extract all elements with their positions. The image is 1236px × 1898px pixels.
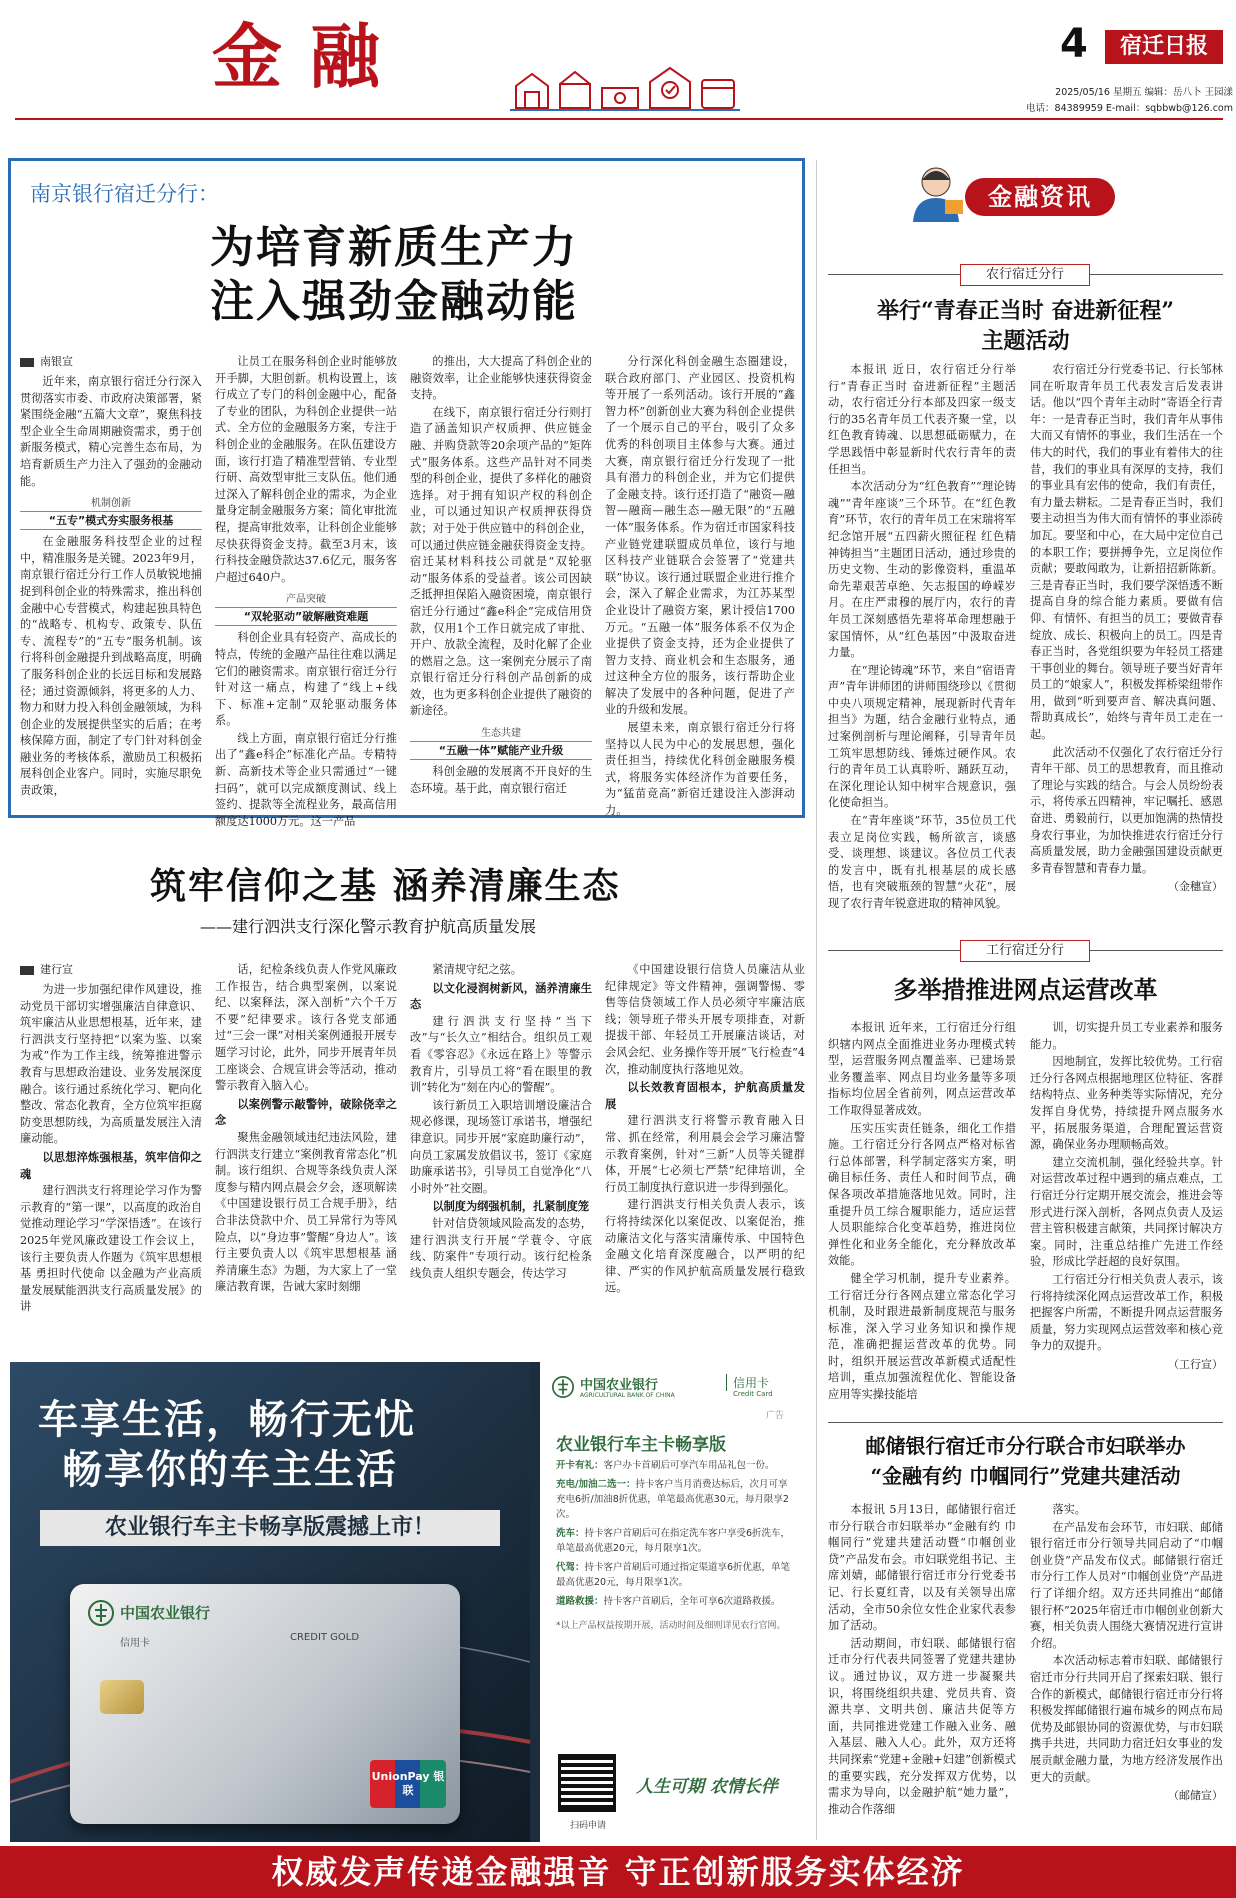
ad-mark: 广告 [766, 1411, 785, 1421]
paragraph: 近年来，南京银行宿迁分行深入贯彻落实市委、市政府决策部署，紧紧围绕金融“五篇大文章”，聚焦科技型企业全生命周期融资需求，勇于创新服务模式，精心完善生态布局，为培育新质生产力注入了强劲的金融动能。 [20, 375, 202, 488]
lead-headline-1: 为培育新质生产力 [210, 222, 578, 273]
subhead: 以制度为纲强机制，扎紧制度笼 [432, 1199, 590, 1214]
paragraph: 因地制宜，发挥比较优势。工行宿迁分行各网点根据地理区位特征、客群结构特点、业务种类等实际情况，充分发挥自身优势，持续提升网点服务水平，拓展服务渠道，合理配置运营资源，确保业务办理顺畅高效。 [1030, 1055, 1223, 1152]
paragraph: 健全学习机制，提升专业素养。工行宿迁分行各网点建立常态化学习机制，及时跟进最新制度规范与服务标准，深入学习业务知识和操作规范，准确把握运营改革的优势。同时，组织开展运营改革新模式适配性培训，重点加强流程优化、智能设备应用等实操技能培 [828, 1271, 1016, 1402]
ad-panel-title: 农业银行车主卡畅享版 [556, 1435, 726, 1455]
contact-line: 电话：84389959 E-mail：sqbbwb@126.com [1026, 103, 1233, 114]
paragraph: 本报讯 5月13日，邮储银行宿迁市分行联合市妇联举办“金融有约 巾帼同行”党建共建活动暨“巾帼创业贷”产品发布会。市妇联党组书记、主席刘婧，邮储银行宿迁市分行党委书记、行长夏红青，以及有关领导出席活动，全市50余位女性企业家代表参加了活动。 [828, 1503, 1016, 1633]
right-bottom-column-2 [1030, 1502, 1223, 1840]
ad-panel [10, 1362, 810, 1842]
lead-byline: 南银宣 [20, 354, 202, 370]
subhead: 以文化浸润树新风，涵养清廉生态 [410, 980, 592, 1012]
ad-credit-label-en: Credit Card [733, 1390, 773, 1398]
paragraph: 让员工在服务科创企业时能够放开手脚，大胆创新。机构设置上，该行成立了专门的科创金融中心，配备了专业的团队，为科创企业提供一站式、全方位的金融服务方案，专注于科创企业的金融服务。在队伍建设方面，该行打造了精准型营销、专业型行研、高效型审批三支队伍。他们通过深入了解科创企业的需求，为企业量身定制金融服务方案；简化审批流程，提高审批效率，让科创企业能够尽快获得资金支持。截至3月末，该行科技金融贷款达37.6亿元，服务客户超过640户。 [215, 355, 397, 584]
benefit-item: 洗车：持卡客户首刷后可在指定洗车客户享受6折洗车，单笔最高优惠20元，每月限享1次。 [556, 1528, 791, 1554]
lead-subhead-2: 产品突破 “双轮驱动”破解融资难题 [215, 592, 397, 626]
paragraph: 农行宿迁分行党委书记、行长邹林同在听取青年员工代表发言后发表讲话。他以“四个青年主动时”寄语全行青年：一是青春正当时，我们青年从事伟大而又有情怀的事业，我们生活在一个伟大的时代，我们的事业有着伟大的往昔，我们的事业具有深厚的支持，我们的事业具有宏伟的使命，我们有责任，有力量去耕耘。二是青春正当时，我们要主动担当为伟大而有情怀的事业添砖加瓦。要坚和中心，在大局中定位自己的本职工作；要拼搏争先，立足岗位作贡献；要敢闯敢为，让新招招新陈新。三是青春正当时，我们要学深悟透不断提高自身的综合能力素质。要做有信仰、有情怀、有担当的员工；要做青春绽放、成长、积极向上的员工。四是青春正当时，各党组织要为年轻员工搭建干事创业的舞台。领导班子要当好青年员工的“娘家人”，积极发挥桥梁纽带作用，做到“听到要声音、解决真问题、帮助真成长”，始终与青年员工走在一起。 [1030, 363, 1223, 742]
paragraph: 聚焦金融领域违纪违法风险，建行泗洪支行建立“案例教育常态化”机制。该行组织、合规等条线负责人深度参与精内网点晨会夕会，逐项解读《中国建设银行员工合规手册》，结合非法贷款中介、员工异常行为等风险点，以“身边事”警醒“身边人”。该行主要负责人以《筑牢思想根基 涵养清廉生态》为题，为大家上了一堂廉洁教育课，告诫大家时刻绷 [215, 1130, 397, 1294]
lead-column-2 [215, 354, 397, 828]
column-divider [816, 160, 817, 1840]
benefit-item: 代驾：持卡客户首刷后可通过指定渠道享6折优惠，单笔最高优惠20元，每月限享1次。 [556, 1562, 791, 1588]
paragraph: 在“青年座谈”环节，35位员工代表立足岗位实践，畅所欲言，谈感受、谈理想、谈建议。各位员工代表的发言中，既有扎根基层的成长感悟，也有突破瓶颈的智慧“火花”，展现了农行青年锐意进取的精神风貌。 [828, 814, 1016, 910]
masthead-rule [15, 118, 1223, 120]
right-mid-column-1 [828, 1020, 1016, 1402]
benefit-item: 充电/加油二选一：持卡客户当月消费达标后，次月可享充电6折/加油8折优惠，单笔最高优惠30元，每月限享2次。 [556, 1479, 789, 1520]
paragraph: 《中国建设银行信贷人员廉洁从业纪律规定》等文件精神，强调警惕、零售等信贷领域工作人员必须守牢廉洁底线；领导班子带头开展专项排查，对新提拔干部、年轻员工开展廉洁谈话，对会风会纪、业务操作等开展“飞行检查”4次，推动制度执行落地见效。 [605, 963, 805, 1076]
paragraph: 落实。 [1052, 1503, 1086, 1516]
paragraph: 该行新员工入职培训增设廉洁合规必修课，现场签订承诺书，增强纪律意识。同步开展“家庭助廉行动”，向员工家属发放倡议书，签订《家庭助廉承诺书》，引导员工自觉净化“八小时外”社交圈。 [410, 1098, 592, 1195]
paragraph: 分行深化科创金融生态圈建设，联合政府部门、产业园区、投资机构等开展了一系列活动。该行开展的“鑫智力杯”创新创业大赛为科创企业提供了一个展示自己的平台，吸引了众多优秀的科创项目主体参与大赛。通过大赛，南京银行宿迁分行发现了一批具有潜力的科创企业，并为它们提供了金融支持。该行还打造了“融资—融智—融商—融生态—融无限”的“五融一体”服务体系。作为宿迁市国家科技产业链党建联盟成员单位，该行与地区科技产业链联合会签署了“党建共联”协议。该行通过联盟企业进行推介会，深入了解企业需求，为江苏某型企业设计了融资方案，累计授信1700万元。“五融一体”服务体系不仅为企业提供了资金支持，还为企业提供了智力支持、商业机会和生态服务，通过这种全方位的服务，该行帮助企业解决了发展中的各种问题，促进了产业的升级和发展。 [605, 355, 795, 717]
lead-column-3 [410, 354, 592, 812]
paragraph: 科创金融的发展离不开良好的生态环境。基于此，南京银行宿迁 [410, 765, 592, 795]
paragraph: 建行泗洪支行坚持“当下改”与“长久立”相结合。组织员工观看《零容忍》《永远在路上》等警示教育片，引导员工将“看在眼里的教训”转化为“刻在内心的警醒”。 [410, 1014, 592, 1095]
paragraph: 针对信贷领域风险高发的态势，建行泗洪支行开展“学蓑令、守底线、防案件”专项行动。该行纪检条线负责人组织专题会，传达学习 [410, 1216, 592, 1280]
card-bank-name: 中国农业银行 [120, 1604, 211, 1622]
lead-subhead-3: 生态共建 “五融一体”赋能产业升级 [410, 726, 592, 760]
ad-bank-name: 中国农业银行 [580, 1378, 659, 1393]
ad-bank-en: AGRICULTURAL BANK OF CHINA [580, 1392, 675, 1399]
credit: （金穗宣） [1168, 880, 1223, 894]
right-bottom-headline-2: “金融有约 巾帼同行”党建共建活动 [870, 1464, 1181, 1488]
abc-logo-icon [552, 1376, 574, 1398]
ad-slogan: 人生可期 农情长伴 [636, 1777, 778, 1797]
column-badge-icon [905, 160, 967, 222]
credit: （工行宣） [1168, 1357, 1223, 1371]
paragraph: 话，纪检条线负责人作党风廉政工作报告，结合典型案例，以案说纪、以案释法，深入剖析“六个千万不要”纪律要求。该行各党支部通过“三会一课”对相关案例通报开展专题学习讨论，此外，同步开展青年员工座谈会、合规宣讲会等活动，推动警示教育入脑入心。 [215, 963, 397, 1093]
right-bottom-rule [828, 1422, 1223, 1423]
paragraph: 展望未来，南京银行宿迁分行将坚持以人民为中心的发展思想，强化责任担当，持续优化科创金融服务模式，将服务实体经济作为首要任务，为“猛苗竞高”新宿迁建设注入澎湃动力。 [605, 721, 795, 818]
paragraph: 科创企业具有轻资产、高成长的特点，传统的金融产品往往难以满足它们的融资需求。南京银行宿迁分行针对这一痛点，构建了“线上+线下、标准+定制”双轮驱动服务体系。 [215, 631, 397, 728]
column-badge: 金融资讯 [965, 178, 1115, 216]
subhead: 以长效教育固根本，护航高质量发展 [605, 1080, 805, 1111]
paragraph: 建行泗洪支行相关负责人表示，该行将持续深化以案促改、以案促治，推动廉洁文化与落实清廉传承、中国特色金融文化培育深度融合，以严明的纪律、严实的作风护航高质量发展行稳致远。 [605, 1198, 805, 1295]
ad-footnote: *以上产品权益按期开展，活动时间及细则详见农行官网。 [556, 1621, 786, 1631]
lead-subhead-1: 机制创新 “五专”模式夯实服务根基 [20, 496, 202, 530]
card-unionpay: UnionPay 银联 [370, 1760, 446, 1808]
second-column-2 [215, 962, 397, 1354]
subhead: 以案例警示敲警钟，破除侥幸之念 [215, 1096, 397, 1128]
paragraph: 建立交流机制，强化经验共享。针对运营改革过程中遇到的痛点难点，工行宿迁分行定期开展交流会，推进会等形式进行深入剖析，各网点负责人及运营主管积极建言献策，共同探讨解决方案。同时，注重总结推广先进工作经验，形成比学赶超的良好氛围。 [1030, 1155, 1223, 1269]
benefit-item: 开卡有礼：客户办卡首刷后可享汽车用品礼包一份。 [556, 1460, 775, 1471]
card-chip-icon [100, 1680, 144, 1714]
credit-card [70, 1584, 460, 1824]
paragraph: 此次活动不仅强化了农行宿迁分行青年干部、员工的思想教育，而且推动了理论与实践的结合。与会人员纷纷表示，将传承五四精神，牢记嘱托、感恩奋进、勇毅前行，以更加饱满的热情投身农行事业，为加快推进农行宿迁分行高质量发展，助力金融强国建设贡献更多青春智慧和青春力量。 [1030, 745, 1223, 875]
right-mid-tag: 工行宿迁分行 [960, 940, 1090, 962]
masthead [0, 0, 1236, 125]
ad-credit-label: 信用卡 [726, 1374, 769, 1391]
paragraph: 为进一步加强纪律作风建设，推动党员干部切实增强廉洁自律意识、筑牢廉洁从业思想根基，近年来，建行泗洪支行坚持把“以案为鉴、以案为戒”作为工作主线，统筹推进警示教育与思想政治建设、业务发展深度融合。该行通过系统化学习、靶向化整改、常态化教育，全方位筑牢拒腐防变思想防线，为高质量发展注入清廉动能。 [20, 983, 202, 1146]
ad-main-line-2: 畅享你的车主生活 [62, 1447, 398, 1493]
right-top-tag: 农行宿迁分行 [960, 264, 1090, 286]
paragraph: 在线下，南京银行宿迁分行则打造了涵盖知识产权质押、供应链金融、并购贷款等20余项产品的“矩阵式”服务体系。这些产品针对不同类型的科创企业，提供了多样化的融资选择。对于拥有知识产权的科创企业，可以通过知识产权质押获得贷款；对于处于供应链中的科创企业，可以通过供应链金融获得资金支持。宿迁某材料科技公司就是“双轮驱动”服务体系的受益者。该公司因缺乏抵押担保陷入融资困境，南京银行宿迁分行通过“鑫e科企”完成信用贷款，仅用1个工作日就完成了审批、开户、放款全流程，及时化解了企业的燃眉之急。这一案例充分展示了南京银行宿迁分行科创产品创新的成效，也为更多科创企业提供了融资的新途径。 [410, 405, 592, 718]
paragraph: 本报讯 近日，农行宿迁分行举行“青春正当时 奋进新征程”主题活动，农行宿迁分行本部及四家一级支行的35名青年员工代表齐聚一堂，以红色教育铸魂、以思想砥砺赋力，在学思践悟中彰显新时代农行青年的责任担当。 [828, 363, 1016, 476]
paragraph: 压实压实责任链条，细化工作措施。工行宿迁分行各网点严格对标省行总体部署，科学制定落实方案，明确目标任务、责任人和时间节点，确保各项改革措施落地见效。同时，注重提升员工综合履职能力，适应运营人员职能综合化变革趋势，推进岗位弹性化和业务全能化，充分释放改革效能。 [828, 1121, 1016, 1268]
right-top-column-2 [1030, 362, 1223, 894]
footer-banner: 权威发声传递金融强音 守正创新服务实体经济 [0, 1846, 1236, 1898]
paragraph: 紧清规守纪之弦。 [432, 963, 522, 976]
second-column-4 [605, 962, 805, 1354]
paragraph: 本次活动标志着市妇联、邮储银行宿迁市分行共同开启了探索妇联、银行合作的新模式，邮储银行宿迁市分行将积极发挥邮储银行遍布城乡的网点布局优势及邮银协同的资源优势，与市妇联携手共进，共同助力宿迁妇女事业的发展贡献金融力量，为地方经济发展作出更大的贡献。 [1030, 1654, 1223, 1784]
card-type: 信用卡 [120, 1638, 150, 1649]
right-bottom-headline-1: 邮储银行宿迁市分行联合市妇联举办 [865, 1434, 1186, 1458]
paragraph: 建行泗洪支行将警示教育融入日常、抓在经常，利用晨会会学习廉洁警示教育案例，针对“三新”人员等关键群体，开展“七必须七严禁”纪律培训，全行员工制度执行意识进一步得到强化。 [605, 1114, 805, 1194]
lead-column-1 [20, 354, 202, 812]
second-headline: 筑牢信仰之基 涵养清廉生态 [150, 865, 621, 907]
right-top-headline-2: 主题活动 [981, 328, 1070, 354]
paper-name: 宿迁日报 [1105, 30, 1223, 64]
paragraph: 建行泗洪支行将理论学习作为警示教育的“第一课”，以高度的政治自觉推动理论学习“学深悟透”。在该行2025年党风廉政建设工作会议上，该行主要负责人作题为《筑牢思想根基 勇担时代使命 以金融为产业高质量发展赋能泗洪支行高质量发展》的讲 [20, 1184, 202, 1314]
right-top-headline-1: 举行“青春正当时 奋进新征程” [877, 298, 1174, 324]
ad-info-panel [540, 1362, 810, 1842]
abc-logo-icon [88, 1600, 114, 1626]
section-title: 金融 [212, 16, 408, 98]
subhead: 以思想淬炼强根基，筑牢信仰之魂 [20, 1149, 202, 1181]
ad-main-line-1: 车享生活，畅行无忧 [38, 1397, 416, 1443]
lead-column-4 [605, 354, 795, 818]
right-mid-headline: 多举措推进网点运营改革 [893, 975, 1158, 1004]
second-column-1 [20, 962, 202, 1354]
finance-illustration-icon [510, 62, 740, 114]
benefit-item: 道路救援：持卡客户首刷后，全年可享6次道路救援。 [556, 1596, 781, 1607]
paragraph: 的推出，大大提高了科创企业的融资效率，让企业能够快速获得资金支持。 [410, 355, 592, 402]
date-line: 2025/05/16 星期五 编辑：岳八卜 王园漾 [1055, 87, 1233, 98]
second-byline: 建行宣 [20, 962, 202, 978]
paragraph: 在产品发布会环节，市妇联、邮储银行宿迁市分行领导共同启动了“巾帼创业贷”产品发布仪式。邮储银行宿迁市分行工作人员对“巾帼创业贷”产品进行了详细介绍。双方还共同推出“邮储银行杯”2025年宿迁市巾帼创业创新大赛，相关负责人围绕大赛情况进行宣讲介绍。 [1030, 1520, 1223, 1650]
card-gold-label: CREDIT GOLD [290, 1632, 360, 1643]
qr-label: 扫码申请 [569, 1821, 606, 1831]
paragraph: 在“理论铸魂”环节，来自“宿语青声”青年讲师团的讲师围绕珍以《贯彻中央八项规定精神，展现新时代青年担当》为题，结合金融行业特点，通过案例剖析与理论阐释，引导青年员工筑牢思想防线、锤炼过硬作风。农行的青年员工认真聆听、踊跃互动，在深化理论认知中树牢合规意识，强化使命担当。 [828, 663, 1016, 810]
qr-code[interactable] [558, 1754, 616, 1812]
paragraph: 在金融服务科技型企业的过程中，精准服务是关键。2023年9月，南京银行宿迁分行工作人员敏锐地捕捉到科创企业的特殊需求，推出科创金融中心专营模式，构建起独具特色的“战略专、机构专、政策专、队伍专、流程专”的“五专”服务机制。该行将科创金融提升到战略高度，明确了服务科创企业的长远目标和发展路径；通过资源倾斜，将更多的人力、物力和财力投入科创金融领域，为科创企业的发展提供坚实的后盾；在考核保障方面，制定了专门针对科创金融业务的考核体系，激励员工积极拓展科创企业客户。同时，实施尽职免责政策， [20, 535, 202, 798]
ad-strip: 农业银行车主卡畅享版震撼上市！ [40, 1510, 500, 1546]
paragraph: 活动期间，市妇联、邮储银行宿迁市分行代表共同签署了党建共建协议。通过协议，双方进一步凝聚共识，将围绕组织共建、党员共育、资源共享、文明共创、廉洁共促等方面，共同推进党建工作融入业务、融入基层、融入人心。此外，双方还将共同探索“党建+金融+妇建”创新模式的重要实践，充分发挥双方优势，以需求为导向，以金融护航“她力量”，推动合作落细 [828, 1636, 1016, 1816]
lead-headline-2: 注入强劲金融动能 [210, 276, 578, 327]
credit: （邮储宣） [1168, 1789, 1223, 1803]
right-bottom-column-1 [828, 1502, 1016, 1840]
paragraph: 本报讯 近年来，工行宿迁分行组织辖内网点全面推进业务办理模式转型，运营服务网点覆盖率、已建场景业务覆盖率、网点目均业务量等多项指标均位居全省前列，网点运营改革工作取得显著成效。 [828, 1021, 1016, 1117]
lead-kicker: 南京银行宿迁分行： [30, 182, 219, 206]
second-subhead: ——建行泗洪支行深化警示教育护航高质量发展 [200, 917, 537, 936]
paragraph: 工行宿迁分行相关负责人表示，该行将持续深化网点运营改革工作，积极把握客户所需，不断提升网点运营服务质量，努力实现网点运营效率和核心竞争力的双提升。 [1030, 1272, 1223, 1353]
page-number: 4 [1060, 21, 1088, 67]
second-column-3 [410, 962, 592, 1354]
paragraph: 本次活动分为“红色教育”“理论铸魂”“青年座谈”三个环节。在“红色教育”环节，农行的青年员工在宋瑞将军纪念馆开展“五四薪火照征程 红色精神铸担当”主题团日活动，通过珍贵的历史文物、生动的影像资料，重温革命先辈艰苦卓绝、矢志报国的峥嵘岁月。在庄严肃穆的展厅内，农行的青年员工深刻感悟先辈将革命理想融于家国情怀，从“红色基因”中汲取奋进力量。 [828, 480, 1016, 660]
paragraph: 线上方面，南京银行宿迁分行推出了“鑫e科企”标准化产品。专精特新、高新技术等企业只需通过“一键扫码”，就可以完成额度测试、线上签约、提款等全流程业务，最高信用额度达1000万元。这一产品 [215, 731, 397, 828]
ad-benefits [556, 1458, 796, 1634]
right-mid-column-2 [1030, 1020, 1223, 1392]
paragraph: 训，切实提升员工专业素养和服务能力。 [1030, 1021, 1223, 1051]
right-top-column-1 [828, 362, 1016, 910]
